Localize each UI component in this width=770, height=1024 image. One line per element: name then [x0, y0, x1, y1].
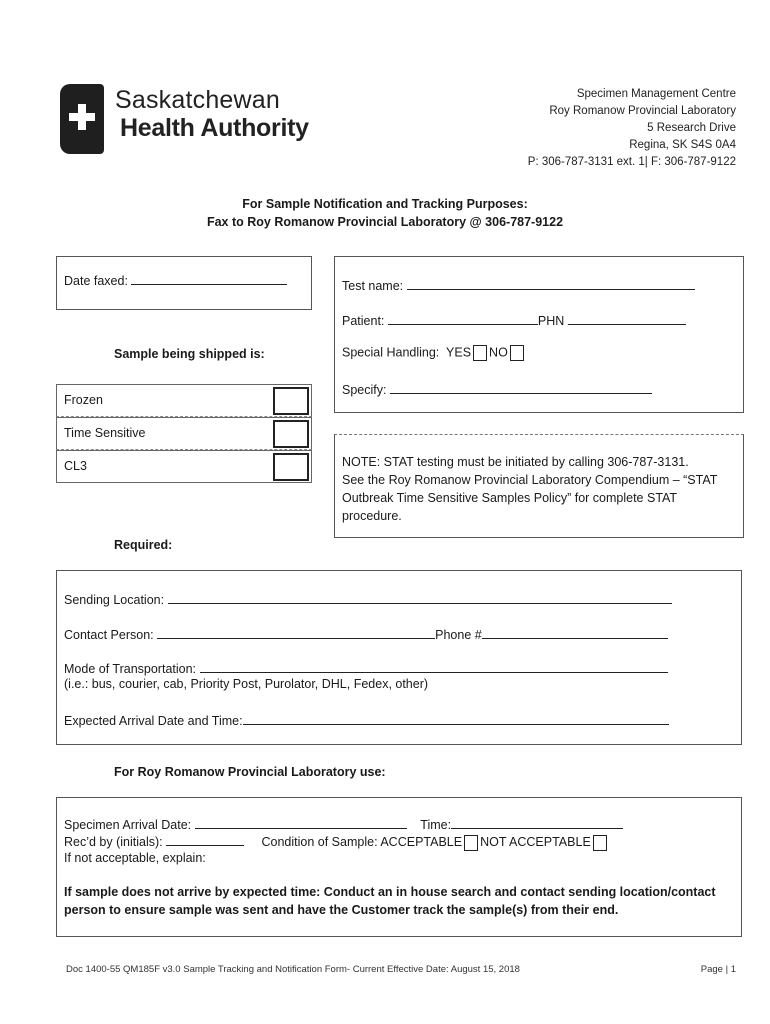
date-faxed-field[interactable]: [131, 272, 287, 285]
sample-type-label: Frozen: [64, 393, 103, 407]
explain-label: If not acceptable, explain:: [64, 851, 206, 865]
transport-mode-field[interactable]: [200, 660, 668, 673]
sample-type-row: [56, 450, 312, 483]
acceptable-checkbox[interactable]: [464, 835, 478, 851]
instruction-line: person to ensure sample was sent and have the Customer track the sample(s) from their end.: [64, 903, 619, 917]
acceptable-label: ACCEPTABLE: [380, 835, 463, 849]
sample-type-label: CL3: [64, 459, 87, 473]
test-name-field[interactable]: [407, 277, 695, 290]
no-label: NO: [489, 345, 508, 360]
recd-by-label: Rec’d by (initials):: [64, 835, 163, 849]
transport-mode-label: Mode of Transportation:: [64, 662, 197, 676]
time-label: Time:: [420, 818, 452, 832]
address-line: Specimen Management Centre: [576, 88, 736, 100]
test-name-label: Test name:: [342, 279, 404, 293]
address-contact: P: 306-787-3131 ext. 1| F: 306-787-9122: [527, 156, 736, 168]
lab-address: [528, 86, 736, 171]
logo-text-line1: Saskatchewan: [115, 86, 280, 114]
expected-arrival-field[interactable]: [243, 712, 669, 725]
sending-location-label: Sending Location:: [64, 593, 165, 607]
sample-shipped-label: Sample being shipped is:: [114, 347, 265, 361]
logo-icon: [60, 84, 104, 154]
address-line: Roy Romanow Provincial Laboratory: [549, 105, 736, 117]
yes-label: YES: [446, 345, 472, 360]
arrival-date-label: Specimen Arrival Date:: [64, 818, 192, 832]
arrival-date-field[interactable]: [195, 816, 407, 829]
test-info-box: [334, 256, 744, 413]
sample-type-row: [56, 384, 312, 417]
cl3-checkbox[interactable]: [273, 453, 309, 481]
contact-person-field[interactable]: [157, 626, 435, 639]
specify-field[interactable]: [390, 381, 652, 394]
note-line: NOTE: STAT testing must be initiated by calling 306-787-3131.: [342, 455, 689, 469]
time-sensitive-checkbox[interactable]: [273, 420, 309, 448]
lab-use-label: For Roy Romanow Provincial Laboratory use:: [114, 765, 386, 779]
not-acceptable-label: NOT ACCEPTABLE: [480, 835, 591, 849]
logo-text-line2: Health Authority: [120, 114, 309, 142]
form-heading-2: Fax to Roy Romanow Provincial Laboratory @ 306-787-9122: [206, 215, 564, 229]
recd-by-field[interactable]: [166, 833, 244, 846]
sending-location-field[interactable]: [168, 591, 672, 604]
sample-type-label: Time Sensitive: [64, 426, 146, 440]
address-line: Regina, SK S4S 0A4: [629, 139, 736, 151]
note-line: Outbreak Time Sensitive Samples Policy” for complete STAT: [342, 491, 678, 505]
page-number: Page | 1: [700, 964, 736, 975]
frozen-checkbox[interactable]: [273, 387, 309, 415]
instruction-line: If sample does not arrive by expected time: Conduct an in house search and contact sending location/contact: [64, 885, 716, 899]
document-footer: Doc 1400-55 QM185F v3.0 Sample Tracking and Notification Form- Current Effective Date: August 15, 2018: [66, 964, 520, 975]
no-checkbox[interactable]: [510, 345, 524, 361]
special-handling-label: Special Handling:: [342, 345, 440, 360]
address-line: 5 Research Drive: [647, 122, 736, 134]
date-faxed-label: Date faxed:: [64, 274, 128, 288]
condition-label: Condition of Sample:: [261, 835, 378, 849]
phone-label: Phone #: [435, 628, 482, 642]
not-acceptable-checkbox[interactable]: [593, 835, 607, 851]
stat-note-text: [342, 453, 717, 525]
specify-label: Specify:: [342, 383, 387, 397]
expected-arrival-label: Expected Arrival Date and Time:: [64, 714, 243, 728]
sample-type-row: [56, 417, 312, 450]
time-field[interactable]: [451, 816, 623, 829]
form-heading-1: For Sample Notification and Tracking Purposes:: [242, 197, 528, 211]
required-label: Required:: [114, 538, 173, 552]
note-line: procedure.: [342, 509, 402, 523]
phn-label: PHN: [537, 314, 565, 328]
patient-label: Patient:: [342, 314, 385, 328]
lab-use-box: [56, 797, 742, 937]
required-box: [56, 570, 742, 745]
transport-mode-hint: (i.e.: bus, courier, cab, Priority Post, Purolator, DHL, Fedex, other): [64, 677, 429, 691]
patient-field[interactable]: [388, 312, 538, 325]
note-line: See the Roy Romanow Provincial Laboratory Compendium – “STAT: [342, 473, 718, 487]
stat-note-box: [334, 434, 744, 538]
date-faxed-box: [56, 256, 312, 310]
phone-field[interactable]: [482, 626, 668, 639]
contact-person-label: Contact Person:: [64, 628, 154, 642]
yes-checkbox[interactable]: [473, 345, 487, 361]
phn-field[interactable]: [568, 312, 686, 325]
